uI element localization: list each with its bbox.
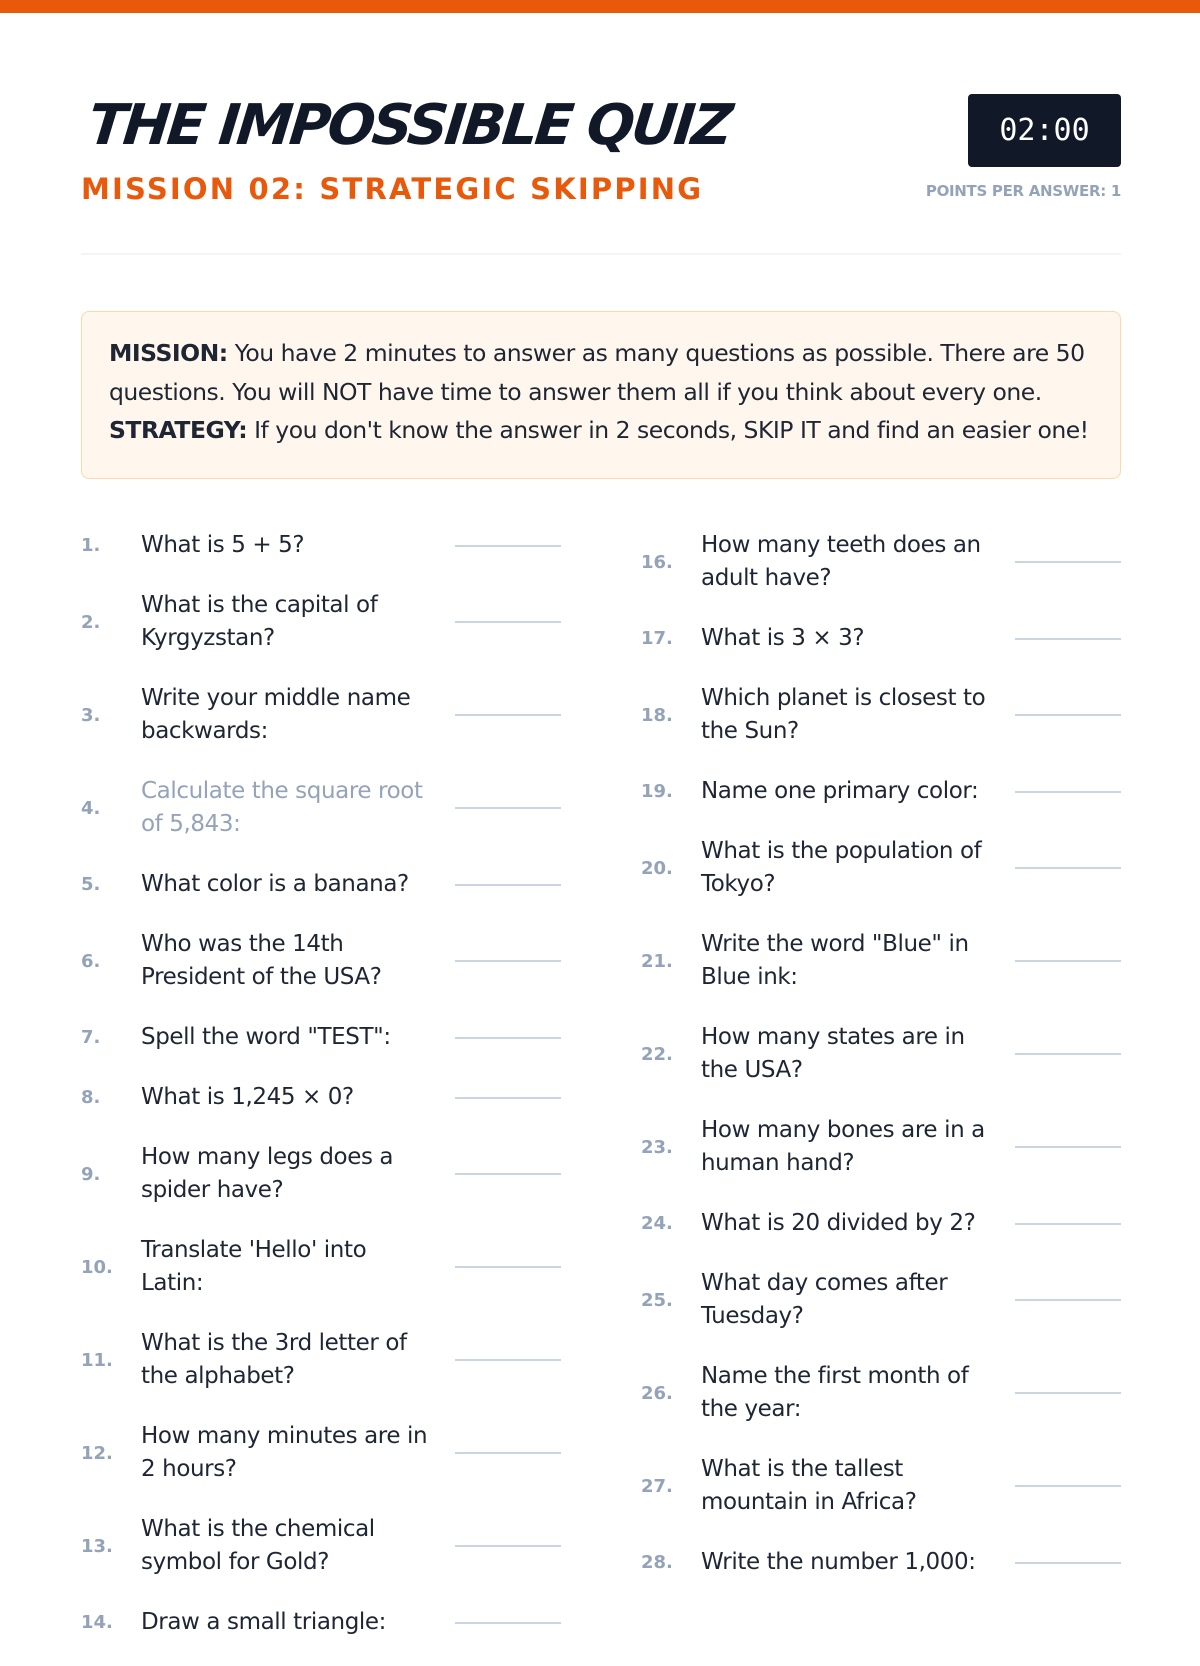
question-number: 9. (81, 1163, 101, 1185)
answer-line[interactable] (455, 545, 561, 547)
question-number: 13. (81, 1535, 113, 1557)
mission-paragraph (109, 334, 1093, 411)
question-item (81, 1420, 561, 1486)
question-number: 22. (641, 1043, 673, 1065)
question-text: How many teeth does an adult have? (701, 532, 981, 591)
question-number: 2. (81, 611, 101, 633)
question-item (641, 1360, 1121, 1426)
question-item (81, 1327, 561, 1393)
question-number: 21. (641, 950, 673, 972)
question-item (641, 775, 1121, 808)
questions-column-right (641, 529, 1121, 1606)
question-number: 27. (641, 1475, 673, 1497)
question-text: Name the first month of the year: (701, 1363, 969, 1422)
answer-line[interactable] (1015, 1223, 1121, 1225)
mission-text: You have 2 minutes to answer as many questions as possible. There are 50 questions. You will NOT have time to answer them all if you think about every one. (109, 339, 1085, 406)
question-text: How many states are in the USA? (701, 1024, 965, 1083)
question-item (641, 835, 1121, 901)
answer-line[interactable] (1015, 714, 1121, 716)
questions-column-left (81, 529, 561, 1666)
question-text: Who was the 14th President of the USA? (141, 931, 382, 990)
header-divider (81, 253, 1121, 255)
question-item (81, 1081, 561, 1114)
question-text: Draw a small triangle: (141, 1609, 386, 1635)
question-number: 8. (81, 1087, 101, 1108)
answer-line[interactable] (1015, 1146, 1121, 1148)
question-item (641, 1207, 1121, 1240)
question-number: 25. (641, 1289, 673, 1311)
question-number: 16. (641, 551, 673, 573)
strategy-label: STRATEGY: (109, 416, 248, 444)
question-number: 14. (81, 1612, 113, 1633)
question-item (81, 775, 561, 841)
question-item (641, 682, 1121, 748)
answer-line[interactable] (455, 1622, 561, 1624)
question-text: How many bones are in a human hand? (701, 1117, 985, 1176)
page-title: THE IMPOSSIBLE QUIZ (85, 93, 734, 158)
question-text: Calculate the square root of 5,843: (141, 778, 423, 837)
question-number: 24. (641, 1213, 673, 1234)
question-item (81, 1021, 561, 1054)
question-text: Write the number 1,000: (701, 1549, 976, 1575)
question-text: Name one primary color: (701, 778, 979, 804)
answer-line[interactable] (455, 1173, 561, 1175)
question-text: What day comes after Tuesday? (701, 1270, 948, 1329)
answer-line[interactable] (1015, 1562, 1121, 1564)
question-item (81, 682, 561, 748)
question-item (641, 1546, 1121, 1579)
question-number: 23. (641, 1136, 673, 1158)
question-text: What is 3 × 3? (701, 625, 865, 651)
answer-line[interactable] (1015, 638, 1121, 640)
answer-line[interactable] (1015, 791, 1121, 793)
question-number: 17. (641, 628, 673, 649)
answer-line[interactable] (1015, 1392, 1121, 1394)
strategy-text: If you don't know the answer in 2 seconds, SKIP IT and find an easier one! (247, 416, 1089, 444)
answer-line[interactable] (1015, 960, 1121, 962)
points-per-answer: POINTS PER ANSWER: 1 (925, 182, 1121, 200)
answer-line[interactable] (455, 1097, 561, 1099)
question-number: 11. (81, 1349, 113, 1371)
question-number: 7. (81, 1027, 101, 1048)
countdown-timer: 02:00 (968, 94, 1121, 167)
question-text: What is 5 + 5? (141, 532, 305, 558)
question-text: What is 20 divided by 2? (701, 1210, 976, 1236)
question-text: What is the population of Tokyo? (701, 838, 982, 897)
question-text: What color is a banana? (141, 871, 409, 897)
question-number: 26. (641, 1382, 673, 1404)
question-number: 10. (81, 1256, 113, 1278)
question-item (81, 928, 561, 994)
strategy-paragraph (109, 411, 1093, 450)
question-text: Write the word "Blue" in Blue ink: (701, 931, 969, 990)
question-item (641, 529, 1121, 595)
question-number: 12. (81, 1442, 113, 1464)
question-text: What is the tallest mountain in Africa? (701, 1456, 917, 1515)
question-item (81, 868, 561, 901)
question-item (81, 1141, 561, 1207)
answer-line[interactable] (455, 1266, 561, 1268)
question-number: 1. (81, 535, 101, 556)
mission-label: MISSION: (109, 339, 228, 367)
question-item (641, 1021, 1121, 1087)
question-text: What is the 3rd letter of the alphabet? (141, 1330, 407, 1389)
question-item (641, 622, 1121, 655)
question-text: What is the capital of Kyrgyzstan? (141, 592, 378, 651)
answer-line[interactable] (1015, 1485, 1121, 1487)
question-item (81, 1606, 561, 1639)
question-item (81, 1234, 561, 1300)
mission-subtitle: MISSION 02: STRATEGIC SKIPPING (81, 172, 704, 206)
answer-line[interactable] (1015, 1299, 1121, 1301)
question-number: 19. (641, 781, 673, 802)
answer-line[interactable] (1015, 867, 1121, 869)
question-number: 18. (641, 704, 673, 726)
question-item (641, 928, 1121, 994)
answer-line[interactable] (455, 1359, 561, 1361)
answer-line[interactable] (1015, 561, 1121, 563)
answer-line[interactable] (455, 714, 561, 716)
question-item (81, 1513, 561, 1579)
answer-line[interactable] (455, 1545, 561, 1547)
question-text: Write your middle name backwards: (141, 685, 411, 744)
question-number: 6. (81, 950, 101, 972)
question-text: How many minutes are in 2 hours? (141, 1423, 428, 1482)
question-number: 5. (81, 874, 101, 895)
mission-instructions-box (81, 311, 1121, 479)
top-accent-bar (0, 0, 1200, 13)
answer-line[interactable] (455, 1452, 561, 1454)
question-text: What is 1,245 × 0? (141, 1084, 354, 1110)
question-text: What is the chemical symbol for Gold? (141, 1516, 375, 1575)
answer-line[interactable] (1015, 1053, 1121, 1055)
question-number: 3. (81, 704, 101, 726)
question-text: Which planet is closest to the Sun? (701, 685, 986, 744)
question-text: Translate 'Hello' into Latin: (141, 1237, 367, 1296)
answer-line[interactable] (455, 884, 561, 886)
answer-line[interactable] (455, 1037, 561, 1039)
question-item (81, 589, 561, 655)
question-text: How many legs does a spider have? (141, 1144, 394, 1203)
question-item (81, 529, 561, 562)
answer-line[interactable] (455, 621, 561, 623)
question-number: 20. (641, 857, 673, 879)
question-item (641, 1267, 1121, 1333)
question-text: Spell the word "TEST": (141, 1024, 391, 1050)
question-item (641, 1114, 1121, 1180)
answer-line[interactable] (455, 960, 561, 962)
question-number: 28. (641, 1552, 673, 1573)
question-number: 4. (81, 797, 101, 819)
answer-line[interactable] (455, 807, 561, 809)
question-item (641, 1453, 1121, 1519)
